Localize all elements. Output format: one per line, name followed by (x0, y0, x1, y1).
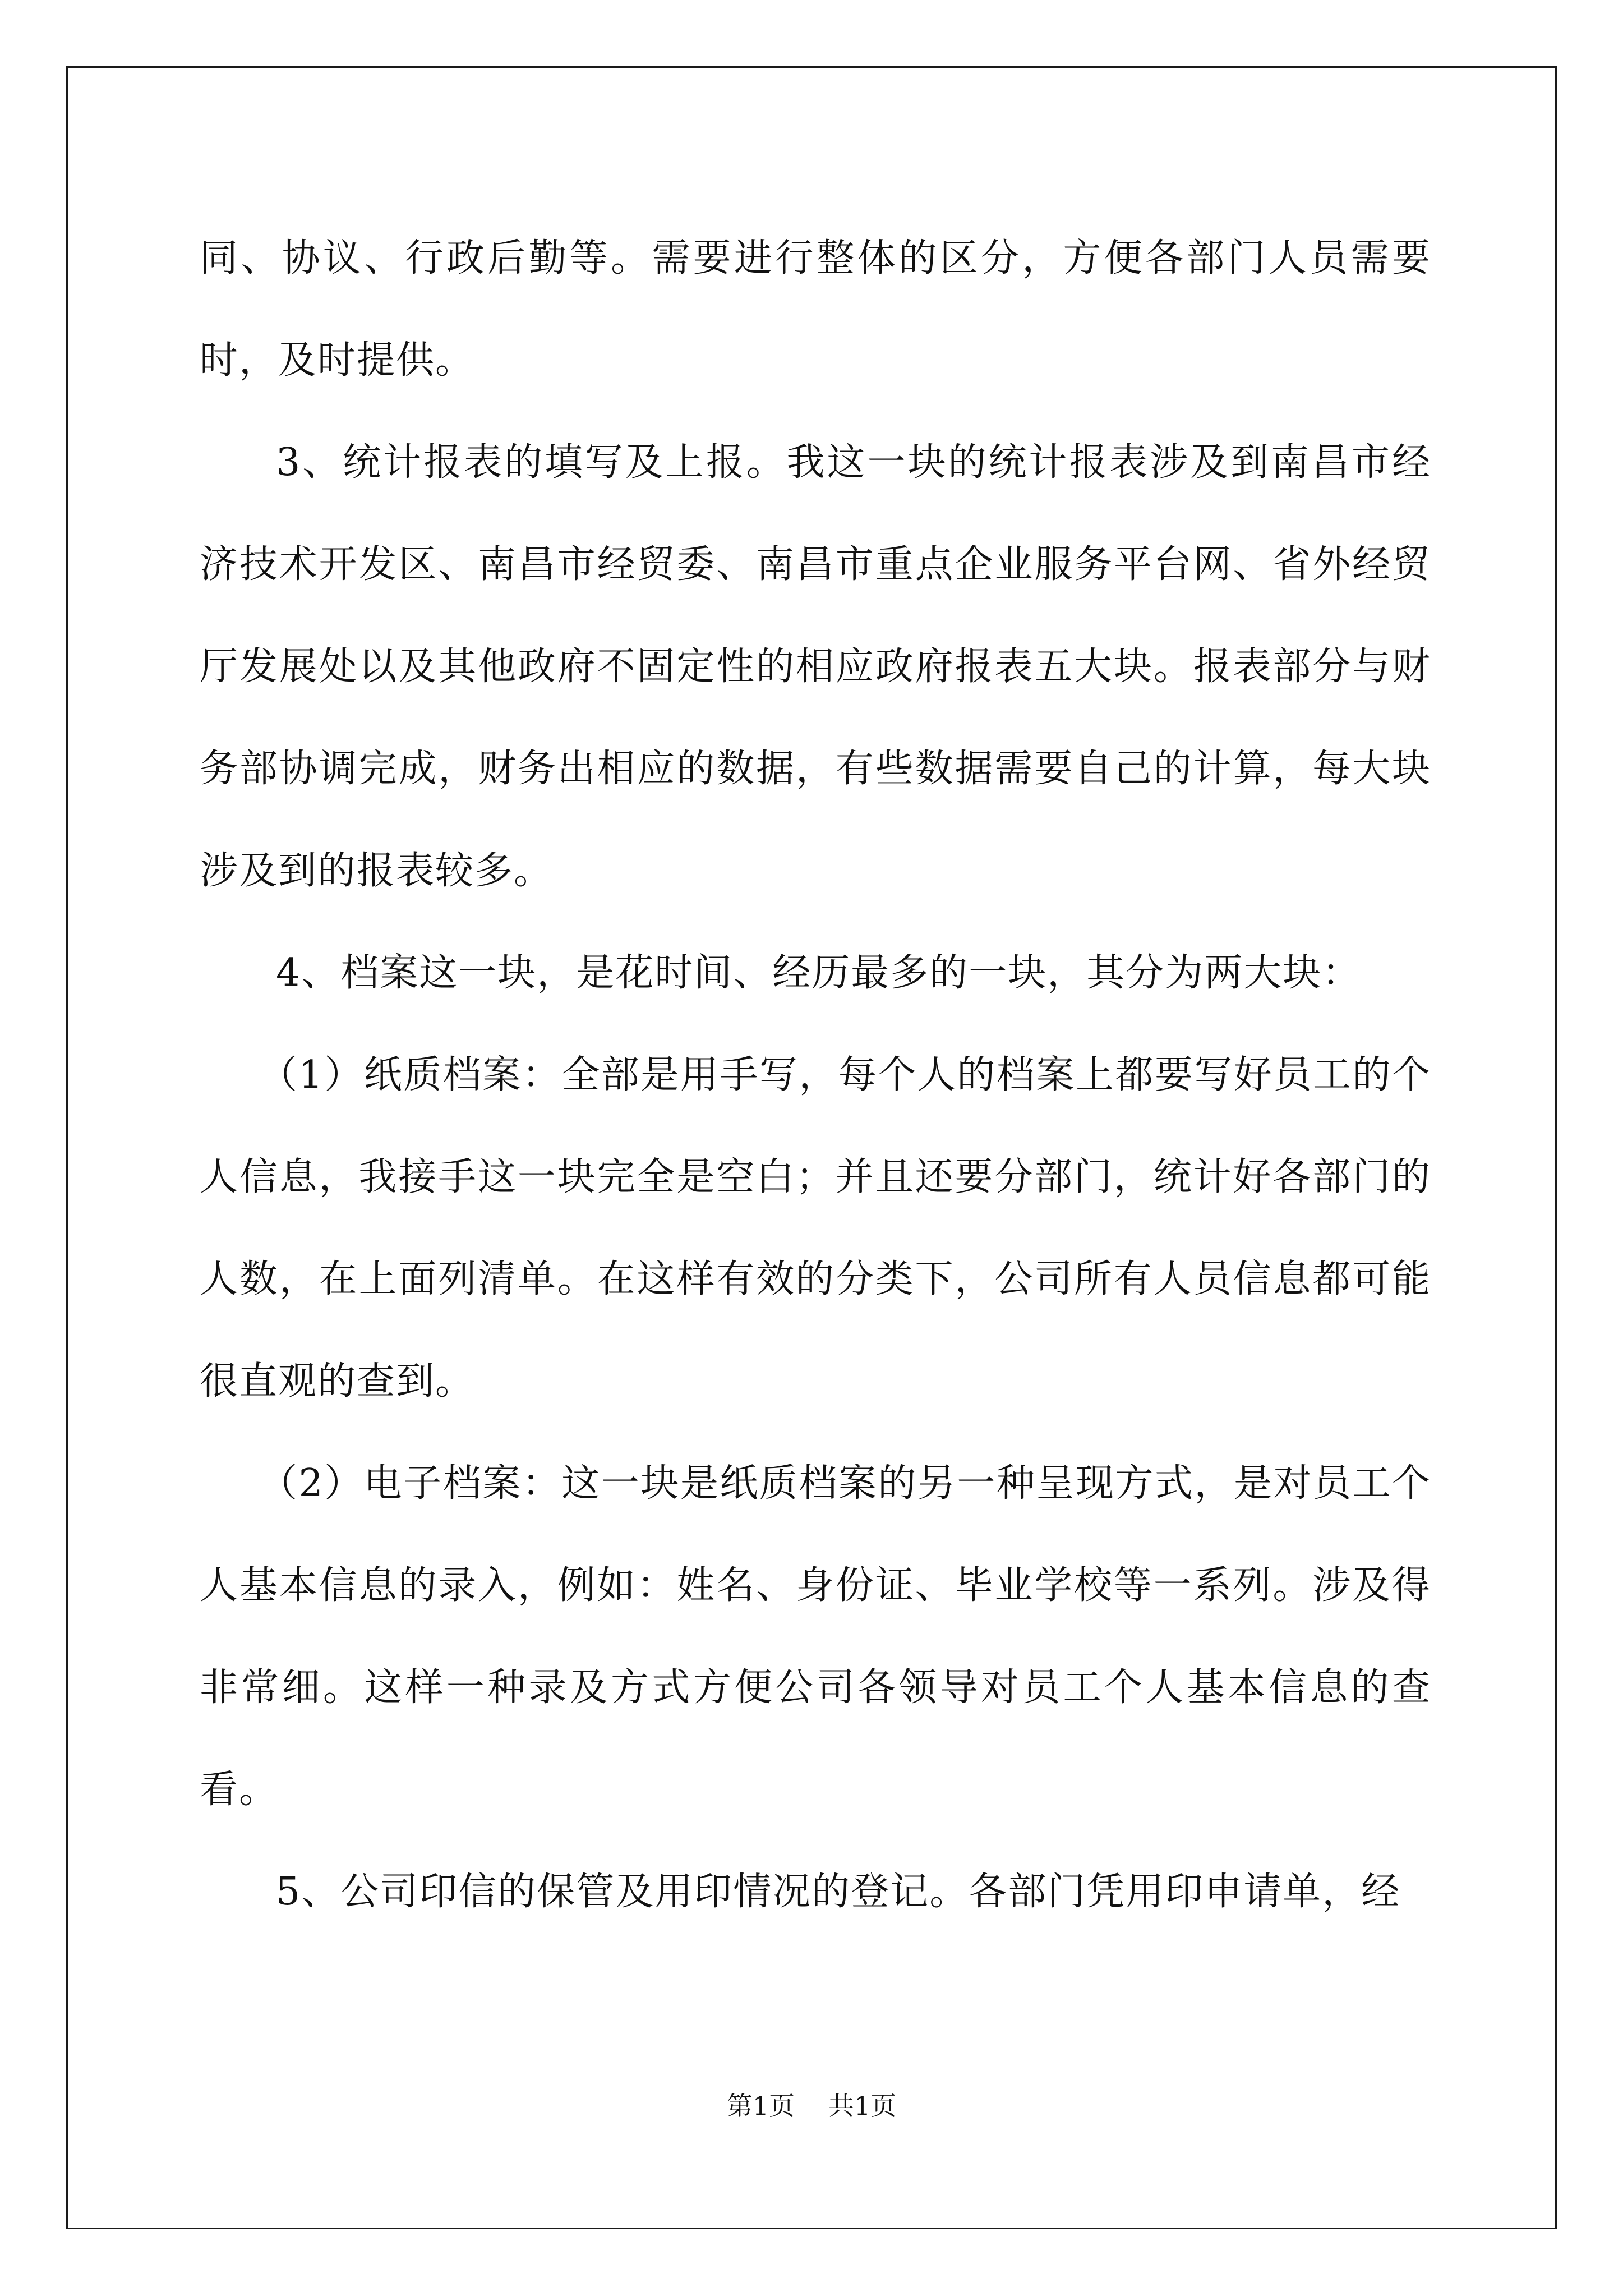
page-total: 共1页 (828, 2091, 897, 2121)
document-body (200, 208, 1431, 1943)
paragraph-6: 5、公司印信的保管及用印情况的登记。各部门凭用印申请单，经 (276, 1870, 1401, 1914)
paragraph-1: 同、协议、行政后勤等。需要进行整体的区分，方便各部门人员需要时，及时提供。 (200, 236, 1431, 383)
paragraph-4: （1）纸质档案：全部是用手写，每个人的档案上都要写好员工的个人信息，我接手这一块完全是空白；并且还要分部门，统计好各部门的人数，在上面列清单。在这样有效的分类下，公司所有人员信息都可能很直观的查到。 (200, 1053, 1431, 1404)
page-number: 第1页 (726, 2091, 795, 2121)
paragraph-2: 3、统计报表的填写及上报。我这一块的统计报表涉及到南昌市经济技术开发区、南昌市经贸委、南昌市重点企业服务平台网、省外经贸厅发展处以及其他政府不固定性的相应政府报表五大块。报表部分与财务部协调完成，财务出相应的数据，有些数据需要自己的计算，每大块涉及到的报表较多。 (200, 440, 1431, 893)
paragraph-3: 4、档案这一块，是花时间、经历最多的一块，其分为两大块： (276, 951, 1362, 995)
page-footer (0, 2090, 1623, 2122)
paragraph-5: （2）电子档案：这一块是纸质档案的另一种呈现方式，是对员工个人基本信息的录入，例如：姓名、身份证、毕业学校等一系列。涉及得非常细。这样一种录及方式方便公司各领导对员工个人基本信息的查看。 (200, 1461, 1431, 1812)
